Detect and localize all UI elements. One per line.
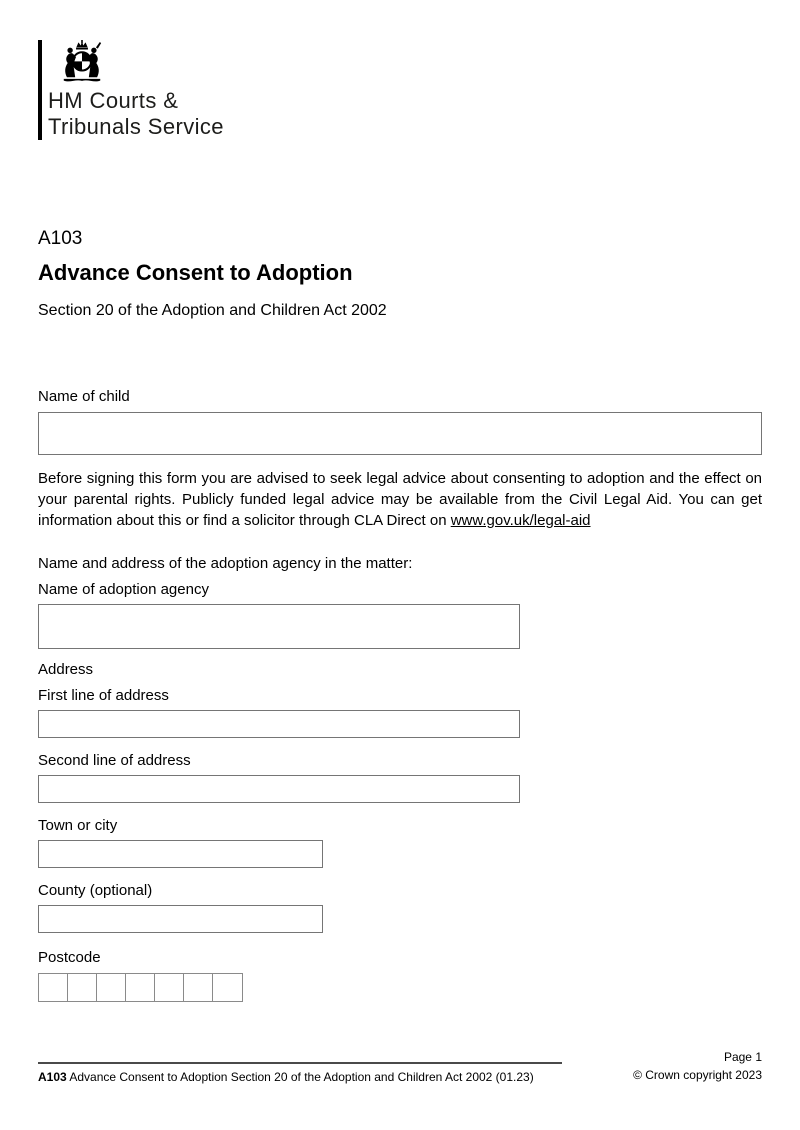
postcode-cell[interactable] <box>183 973 214 1002</box>
postcode-cell[interactable] <box>125 973 156 1002</box>
address-line2-label: Second line of address <box>38 752 191 769</box>
page-title: Advance Consent to Adoption <box>38 260 353 285</box>
page-footer <box>38 1050 762 1085</box>
address-line1-input[interactable] <box>38 710 520 738</box>
royal-crest-icon <box>56 40 108 86</box>
address-line2-input[interactable] <box>38 775 520 803</box>
county-label: County (optional) <box>38 882 153 899</box>
logo-vertical-bar <box>38 40 42 140</box>
postcode-cell[interactable] <box>38 973 69 1002</box>
town-input[interactable] <box>38 840 323 868</box>
form-number: A103 <box>38 228 83 249</box>
logo-org-line2: Tribunals Service <box>48 114 224 139</box>
town-label: Town or city <box>38 817 118 834</box>
name-of-child-input[interactable] <box>38 412 762 455</box>
agency-name-input[interactable] <box>38 604 520 649</box>
legal-advice-paragraph <box>38 468 762 531</box>
postcode-cell[interactable] <box>154 973 185 1002</box>
postcode-cells <box>38 973 762 1002</box>
postcode-label: Postcode <box>38 949 101 966</box>
agency-section-label: Name and address of the adoption agency in the matter: <box>38 555 413 572</box>
county-input[interactable] <box>38 905 323 933</box>
postcode-cell[interactable] <box>96 973 127 1002</box>
address-heading: Address <box>38 661 94 678</box>
crown-copyright: © Crown copyright 2023 <box>633 1068 762 1082</box>
legal-advice-text: Before signing this form you are advised to seek legal advice about consenting to adoption and the effect on your parental rights. Publicly funded legal advice may be available from the Civil Legal Aid. You can get information about this or find a solicitor through CLA Direct on <box>38 470 762 529</box>
agency-name-label: Name of adoption agency <box>38 581 209 598</box>
postcode-cell[interactable] <box>212 973 243 1002</box>
address-line1-label: First line of address <box>38 687 169 704</box>
footer-form-number: A103 <box>38 1070 67 1084</box>
postcode-cell[interactable] <box>67 973 98 1002</box>
name-of-child-label: Name of child <box>38 388 130 405</box>
footer-form-title: Advance Consent to Adoption Section 20 of the Adoption and Children Act 2002 (01.23) <box>66 1070 534 1084</box>
logo-org-line1: HM Courts & <box>48 88 179 113</box>
hmcts-logo <box>38 40 762 140</box>
footer-rule <box>38 1062 562 1064</box>
page-number: Page 1 <box>723 1050 762 1064</box>
footer-reference <box>38 1070 562 1085</box>
legal-aid-link[interactable]: www.gov.uk/legal-aid <box>450 512 591 529</box>
page-subtitle: Section 20 of the Adoption and Children Act 2002 <box>38 302 387 319</box>
